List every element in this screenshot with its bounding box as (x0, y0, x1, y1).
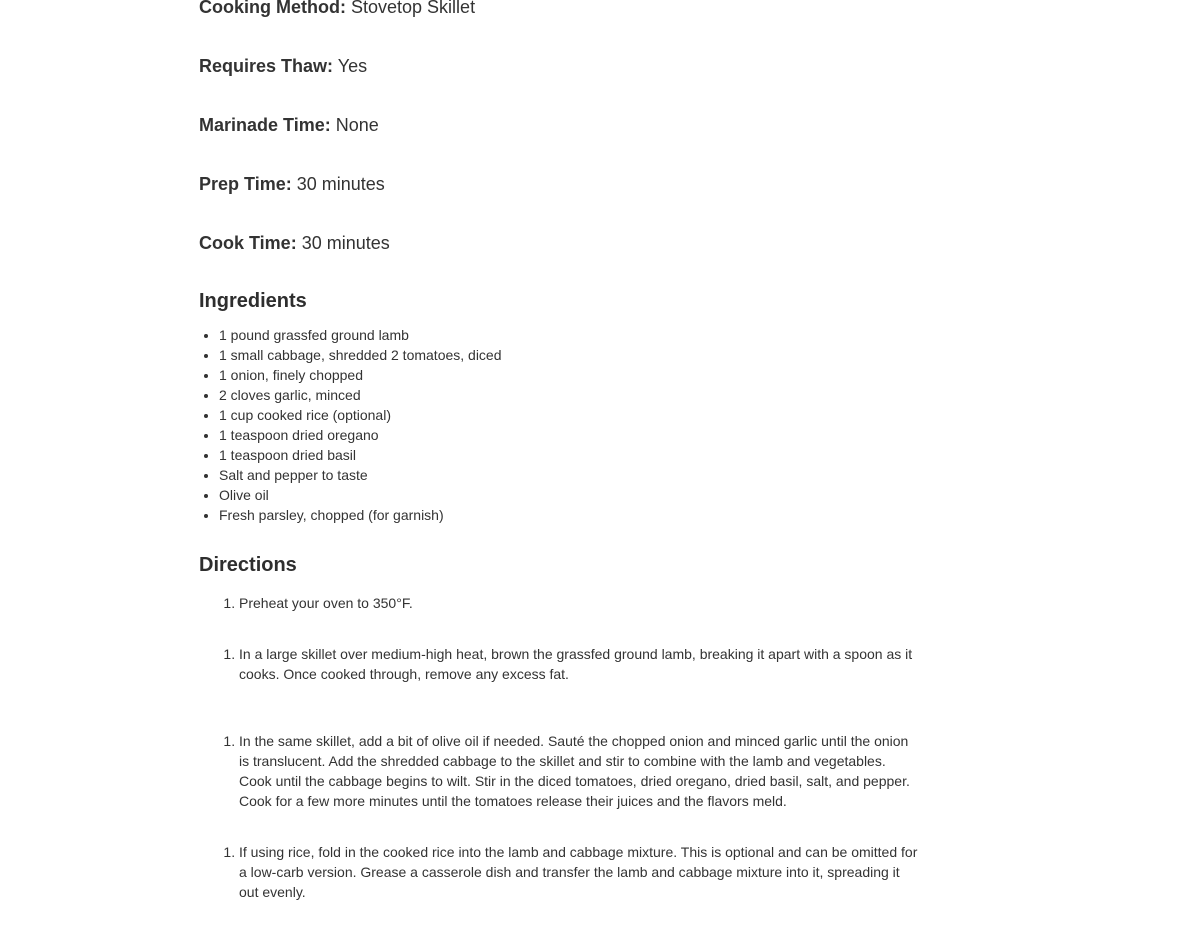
ingredient-item: • 1 pound grassfed ground lamb (219, 325, 921, 345)
ingredient-item: • Olive oil (219, 485, 921, 505)
ingredient-item: • Fresh parsley, chopped (for garnish) (219, 505, 921, 525)
directions-steps (199, 593, 921, 902)
ingredients-heading: Ingredients (199, 290, 307, 312)
recipe-meta-line (199, 53, 921, 80)
ingredient-item: • 1 onion, finely chopped (219, 365, 921, 385)
recipe-meta (199, 0, 921, 257)
meta-value: Stovetop Skillet (351, 0, 476, 17)
direction-step: 1. Preheat your oven to 350°F. (239, 593, 921, 613)
direction-step-list (199, 842, 921, 902)
meta-value: 30 minutes (296, 174, 385, 194)
ingredients-list (199, 325, 921, 525)
recipe-meta-line (199, 230, 921, 257)
meta-value: Yes (337, 56, 368, 76)
meta-label: Cook Time: (199, 233, 297, 253)
ingredient-item: • 2 cloves garlic, minced (219, 385, 921, 405)
ingredient-item: • 1 cup cooked rice (optional) (219, 405, 921, 425)
directions-heading: Directions (199, 554, 297, 576)
direction-step: 1. If using rice, fold in the cooked rice into the lamb and cabbage mixture. This is optional and can be omitted for a low-carb version. Grease a casserole dish and transfer the lamb and cabbage mixture into it, spreading it out evenly. (239, 842, 921, 902)
meta-label: Cooking Method: (199, 0, 346, 17)
direction-step-list (199, 593, 921, 613)
ingredient-item: • 1 teaspoon dried oregano (219, 425, 921, 445)
recipe-meta-line (199, 112, 921, 139)
meta-label: Marinade Time: (199, 115, 331, 135)
meta-label: Requires Thaw: (199, 56, 334, 76)
ingredient-item: • Salt and pepper to taste (219, 465, 921, 485)
direction-step: 1. In the same skillet, add a bit of olive oil if needed. Sauté the chopped onion and minced garlic until the onion is translucent. Add the shredded cabbage to the skillet and stir to combine with the lamb and vegetables. Cook until the cabbage begins to wilt. Stir in the diced tomatoes, dried oregano, dried basil, salt, and pepper. Cook for a few more minutes until the tomatoes release their juices and the flavors meld. (239, 731, 921, 811)
recipe-content (199, 0, 921, 902)
ingredient-item: • 1 small cabbage, shredded 2 tomatoes, diced (219, 345, 921, 365)
ingredient-item: • 1 teaspoon dried basil (219, 445, 921, 465)
direction-step: 1. In a large skillet over medium-high heat, brown the grassfed ground lamb, breaking it apart with a spoon as it cooks. Once cooked through, remove any excess fat. (239, 644, 921, 684)
recipe-meta-line (199, 171, 921, 198)
meta-value: 30 minutes (301, 233, 390, 253)
meta-value: None (335, 115, 379, 135)
recipe-meta-line (199, 0, 921, 21)
direction-step-list (199, 731, 921, 811)
direction-step-list (199, 644, 921, 684)
meta-label: Prep Time: (199, 174, 292, 194)
